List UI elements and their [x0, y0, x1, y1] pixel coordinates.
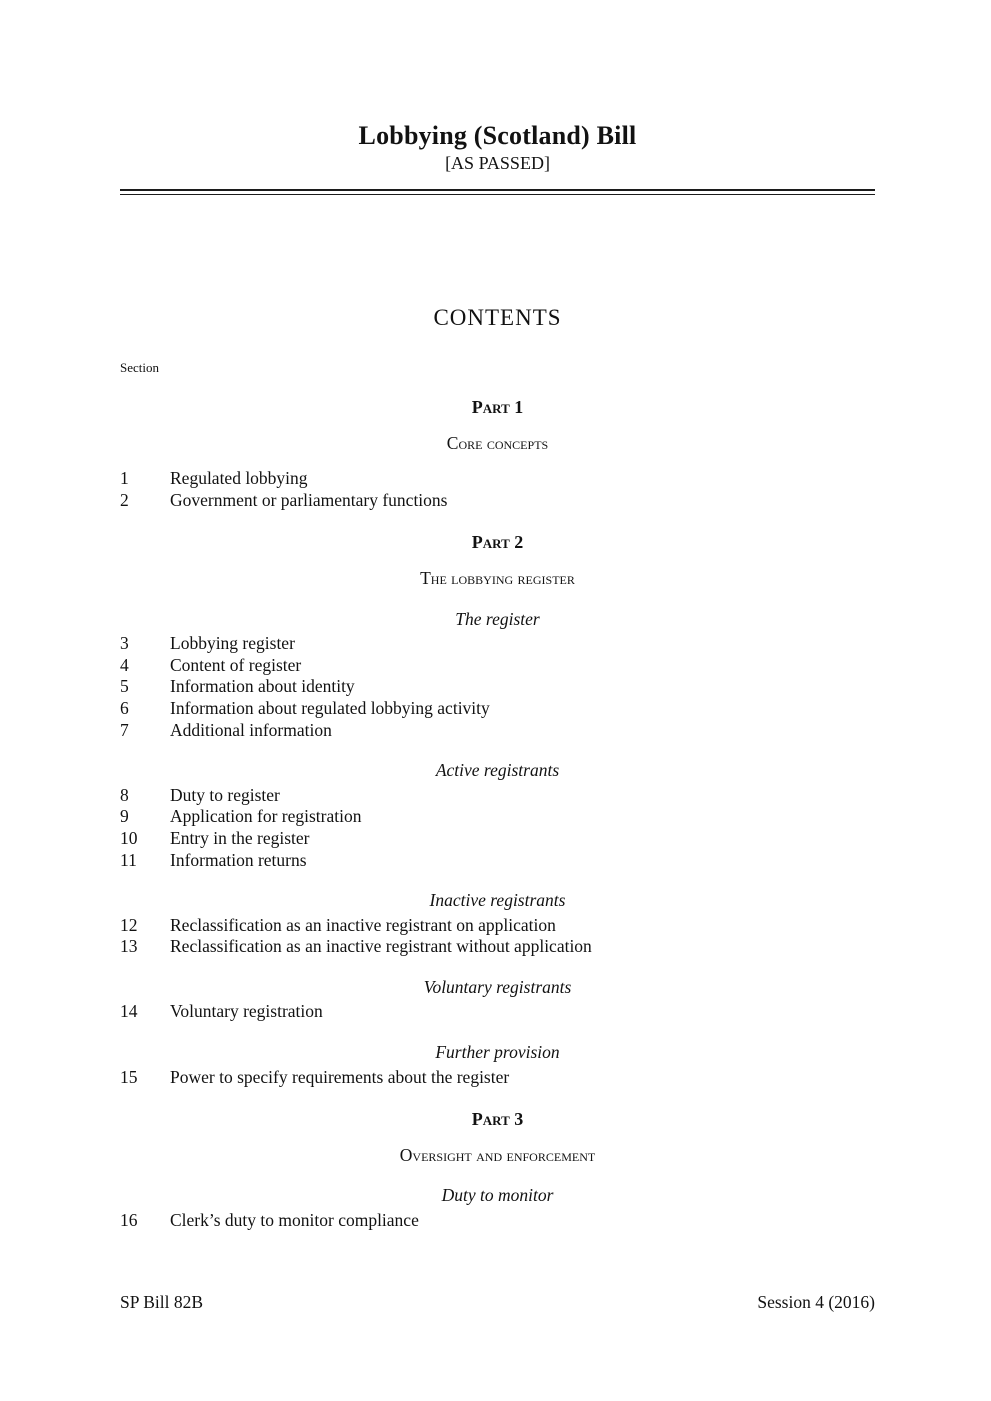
- page-footer: [120, 1292, 875, 1313]
- toc-item-number: 4: [120, 654, 129, 675]
- toc-item-number: 10: [120, 827, 138, 848]
- toc-item-number: 6: [120, 697, 129, 718]
- toc-item-number: 15: [120, 1066, 138, 1087]
- toc-item-text: Entry in the register: [170, 827, 310, 848]
- toc-item: [120, 490, 875, 512]
- toc-item-number: 3: [120, 633, 129, 654]
- toc-item-text: Government or parliamentary functions: [170, 489, 448, 510]
- toc-item-text: Information about regulated lobbying activity: [170, 697, 490, 718]
- toc-group-heading: Active registrants: [435, 760, 560, 781]
- toc-part-heading: Part 3: [471, 1109, 524, 1130]
- toc-part-subheading: Core concepts: [446, 432, 549, 453]
- toc-item-text: Information returns: [170, 849, 307, 870]
- toc-item-number: 11: [120, 849, 137, 870]
- toc-item-text: Power to specify requirements about the register: [170, 1066, 510, 1087]
- toc-item: [120, 633, 875, 655]
- toc-item-number: 9: [120, 806, 129, 827]
- toc-item-number: 2: [120, 489, 129, 510]
- toc-group-heading: Voluntary registrants: [423, 976, 572, 997]
- toc-item: [120, 806, 875, 828]
- toc-item: [120, 655, 875, 677]
- toc-item-text: Information about identity: [170, 676, 355, 697]
- toc-group-heading: Further provision: [435, 1042, 560, 1063]
- toc-item: [120, 850, 875, 872]
- toc-item-text: Duty to register: [170, 784, 280, 805]
- toc-item: [120, 915, 875, 937]
- footer-session: Session 4 (2016): [757, 1292, 875, 1312]
- toc-item-text: Lobbying register: [170, 633, 295, 654]
- toc-item-text: Application for registration: [170, 806, 362, 827]
- toc-item: [120, 1210, 875, 1232]
- contents-heading: CONTENTS: [433, 305, 562, 330]
- toc-item-number: 1: [120, 468, 129, 489]
- toc-part-subheading: The lobbying register: [420, 567, 575, 588]
- table-of-contents: [120, 397, 875, 1232]
- section-column-label: Section: [120, 360, 159, 375]
- toc-group-heading: Inactive registrants: [429, 890, 566, 911]
- toc-item: [120, 720, 875, 742]
- toc-item-number: 13: [120, 936, 138, 957]
- toc-item-number: 5: [120, 676, 129, 697]
- toc-item-text: Reclassification as an inactive registrant without application: [170, 936, 592, 957]
- footer-bill-number: SP Bill 82B: [120, 1292, 203, 1312]
- toc-item: [120, 698, 875, 720]
- toc-item-text: Additional information: [170, 719, 332, 740]
- toc-item: [120, 785, 875, 807]
- toc-group-heading: Duty to monitor: [441, 1185, 554, 1206]
- bill-title: Lobbying (Scotland) Bill: [358, 121, 637, 150]
- toc-item-number: 12: [120, 914, 138, 935]
- bill-subtitle: [AS PASSED]: [445, 153, 550, 173]
- toc-item-text: Clerk’s duty to monitor compliance: [170, 1210, 419, 1231]
- toc-item-number: 16: [120, 1210, 138, 1231]
- toc-item-text: Voluntary registration: [170, 1001, 323, 1022]
- toc-group-heading: The register: [455, 608, 540, 629]
- toc-part-subheading: Oversight and enforcement: [399, 1144, 596, 1165]
- toc-part-heading: Part 2: [471, 532, 524, 553]
- toc-item: [120, 936, 875, 958]
- toc-item-text: Regulated lobbying: [170, 468, 308, 489]
- toc-item-number: 14: [120, 1001, 138, 1022]
- toc-item-text: Content of register: [170, 654, 302, 675]
- toc-item-text: Reclassification as an inactive registrant on application: [170, 914, 556, 935]
- toc-item-number: 7: [120, 719, 129, 740]
- toc-item: [120, 828, 875, 850]
- toc-item: [120, 1001, 875, 1023]
- toc-item: [120, 1067, 875, 1089]
- toc-item: [120, 468, 875, 490]
- toc-item-number: 8: [120, 784, 129, 805]
- toc-part-heading: Part 1: [471, 397, 524, 417]
- toc-item: [120, 676, 875, 698]
